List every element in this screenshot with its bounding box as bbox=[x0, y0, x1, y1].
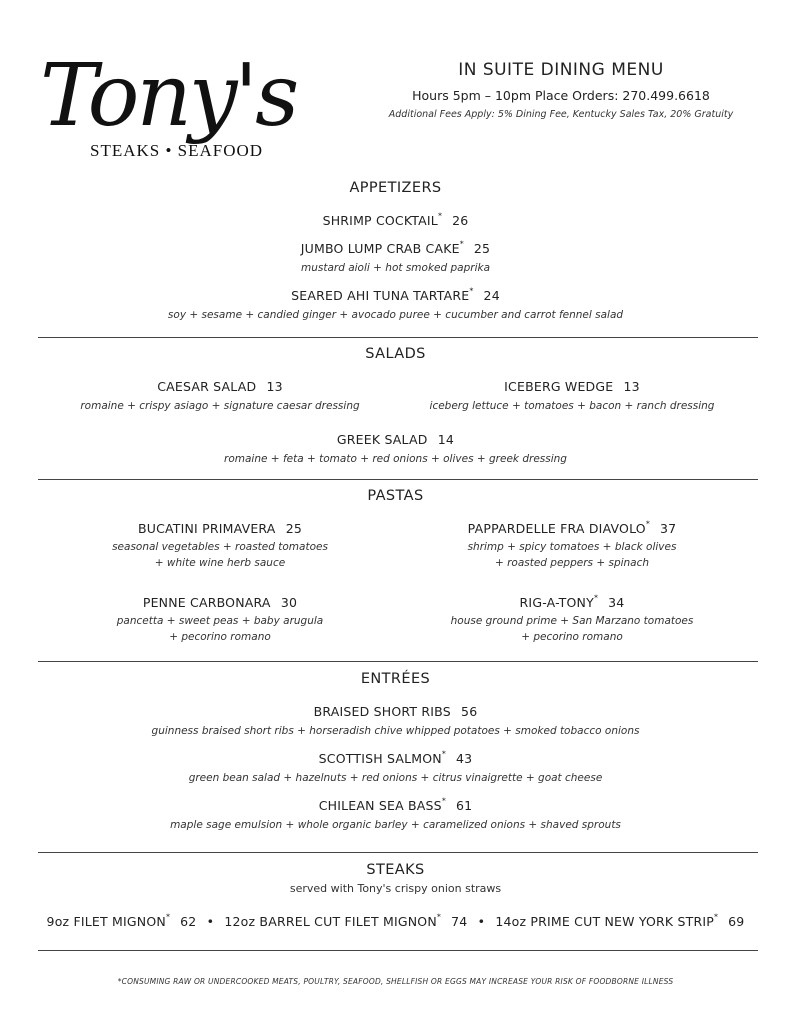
item-price: 69 bbox=[728, 914, 745, 929]
item-name: 9oz FILET MIGNON bbox=[46, 914, 166, 929]
item-name: BUCATINI PRIMAVERA bbox=[137, 521, 276, 536]
logo-tagline: STEAKS • SEAFOOD bbox=[90, 141, 264, 160]
section-divider bbox=[38, 479, 758, 480]
item-name: ICEBERG WEDGE bbox=[504, 379, 614, 394]
item-price: 37 bbox=[660, 521, 677, 536]
hours-and-phone: Hours 5pm – 10pm Place Orders: 270.499.6618 bbox=[412, 88, 710, 103]
tonys-logo bbox=[36, 30, 306, 170]
bullet-separator: • bbox=[477, 914, 486, 929]
item-description: shrimp + spicy tomatoes + black olives bbox=[467, 541, 677, 553]
raw-warning-star: * bbox=[441, 749, 446, 759]
menu-item bbox=[0, 285, 791, 321]
item-description: romaine + crispy asiago + signature caesar dressing bbox=[80, 400, 360, 412]
item-price: 26 bbox=[452, 213, 469, 228]
item-price: 24 bbox=[483, 288, 500, 303]
section-divider bbox=[38, 852, 758, 853]
menu-header bbox=[361, 60, 761, 120]
menu-item bbox=[0, 795, 791, 831]
item-name: SHRIMP COCKTAIL bbox=[322, 213, 438, 228]
item-description: soy + sesame + candied ginger + avocado puree + cucumber and carrot fennel salad bbox=[167, 309, 624, 321]
item-description: + white wine herb sauce bbox=[154, 557, 286, 569]
menu-item bbox=[0, 748, 791, 784]
item-name: PAPPARDELLE FRA DIAVOLO bbox=[467, 521, 646, 536]
item-price: 56 bbox=[461, 704, 478, 719]
item-name: CHILEAN SEA BASS bbox=[318, 798, 442, 813]
menu-item bbox=[40, 592, 400, 643]
item-price: 13 bbox=[266, 379, 283, 394]
item-description: mustard aioli + hot smoked paprika bbox=[300, 262, 491, 274]
raw-warning-star: * bbox=[437, 211, 442, 221]
item-price: 43 bbox=[456, 751, 473, 766]
menu-item bbox=[392, 376, 752, 412]
item-price: 34 bbox=[608, 595, 625, 610]
raw-warning-star: * bbox=[165, 912, 170, 922]
section-divider bbox=[38, 661, 758, 662]
menu-item bbox=[392, 592, 752, 643]
item-name: GREEK SALAD bbox=[336, 432, 428, 447]
section-divider bbox=[38, 950, 758, 951]
item-price: 14 bbox=[437, 432, 455, 447]
item-description: iceberg lettuce + tomatoes + bacon + ranch dressing bbox=[429, 400, 715, 412]
pastas-title: PASTAS bbox=[367, 488, 424, 504]
item-description: seasonal vegetables + roasted tomatoes bbox=[112, 541, 328, 553]
item-price: 25 bbox=[473, 241, 491, 256]
item-name: 12oz BARREL CUT FILET MIGNON bbox=[224, 914, 437, 929]
menu-item bbox=[0, 238, 791, 274]
menu-title: IN SUITE DINING MENU bbox=[458, 60, 664, 80]
item-description: green bean salad + hazelnuts + red onions + citrus vinaigrette + goat cheese bbox=[188, 772, 603, 784]
item-description: pancetta + sweet peas + baby arugula bbox=[116, 615, 324, 627]
item-name: SEARED AHI TUNA TARTARE bbox=[291, 288, 470, 303]
item-description: + roasted peppers + spinach bbox=[494, 557, 650, 569]
additional-fees: Additional Fees Apply: 5% Dining Fee, Kentucky Sales Tax, 20% Gratuity bbox=[388, 109, 734, 120]
item-price: 74 bbox=[451, 914, 468, 929]
steaks-section bbox=[0, 862, 791, 895]
menu-item bbox=[0, 429, 791, 465]
raw-warning-star: * bbox=[593, 593, 598, 603]
item-name: RIG-A-TONY bbox=[519, 595, 594, 610]
item-name: PENNE CARBONARA bbox=[142, 595, 271, 610]
item-description: romaine + feta + tomato + red onions + olives + greek dressing bbox=[224, 453, 567, 465]
item-price: 25 bbox=[285, 521, 303, 536]
item-name: CAESAR SALAD bbox=[157, 379, 257, 394]
menu-item bbox=[40, 376, 400, 412]
item-description: house ground prime + San Marzano tomatoes bbox=[450, 615, 694, 627]
raw-warning-star: * bbox=[645, 519, 650, 529]
section-divider bbox=[38, 337, 758, 338]
item-price: 13 bbox=[623, 379, 640, 394]
item-description: guinness braised short ribs + horseradish chive whipped potatoes + smoked tobacco onions bbox=[151, 725, 640, 737]
raw-warning-star: * bbox=[469, 286, 474, 296]
item-description: + pecorino romano bbox=[521, 631, 623, 643]
raw-warning-star: * bbox=[436, 912, 441, 922]
salads-section bbox=[0, 346, 791, 362]
item-description: + pecorino romano bbox=[169, 631, 271, 643]
menu-item bbox=[0, 210, 791, 229]
appetizers-title: APPETIZERS bbox=[349, 180, 442, 196]
item-price: 61 bbox=[455, 798, 473, 813]
raw-warning-star: * bbox=[441, 796, 446, 806]
menu-item bbox=[40, 518, 400, 569]
item-description: maple sage emulsion + whole organic barley + caramelized onions + shaved sprouts bbox=[170, 819, 621, 831]
steaks-list bbox=[0, 911, 791, 930]
item-name: JUMBO LUMP CRAB CAKE bbox=[300, 241, 460, 256]
menu-item bbox=[0, 701, 791, 737]
item-name: BRAISED SHORT RIBS bbox=[313, 704, 451, 719]
foodborne-illness-disclaimer: *CONSUMING RAW OR UNDERCOOKED MEATS, POULTRY, SEAFOOD, SHELLFISH OR EGGS MAY INCREASE YOUR RISK OF FOODBORNE ILLNESS bbox=[117, 977, 674, 986]
item-price: 62 bbox=[180, 914, 197, 929]
entrees-title: ENTRÉES bbox=[360, 671, 431, 687]
item-price: 30 bbox=[280, 595, 298, 610]
raw-warning-star: * bbox=[459, 239, 464, 249]
menu-item bbox=[392, 518, 752, 569]
item-name: 14oz PRIME CUT NEW YORK STRIP bbox=[495, 914, 714, 929]
raw-warning-star: * bbox=[713, 912, 718, 922]
bullet-separator: • bbox=[206, 914, 215, 929]
pastas-section bbox=[0, 488, 791, 504]
steaks-title: STEAKS bbox=[366, 862, 425, 878]
entrees-section bbox=[0, 671, 791, 687]
logo-script: Tony's bbox=[40, 46, 297, 146]
item-name: SCOTTISH SALMON bbox=[318, 751, 442, 766]
appetizers-section bbox=[0, 180, 791, 196]
salads-title: SALADS bbox=[365, 346, 426, 362]
steaks-subtitle: served with Tony's crispy onion straws bbox=[289, 882, 502, 895]
